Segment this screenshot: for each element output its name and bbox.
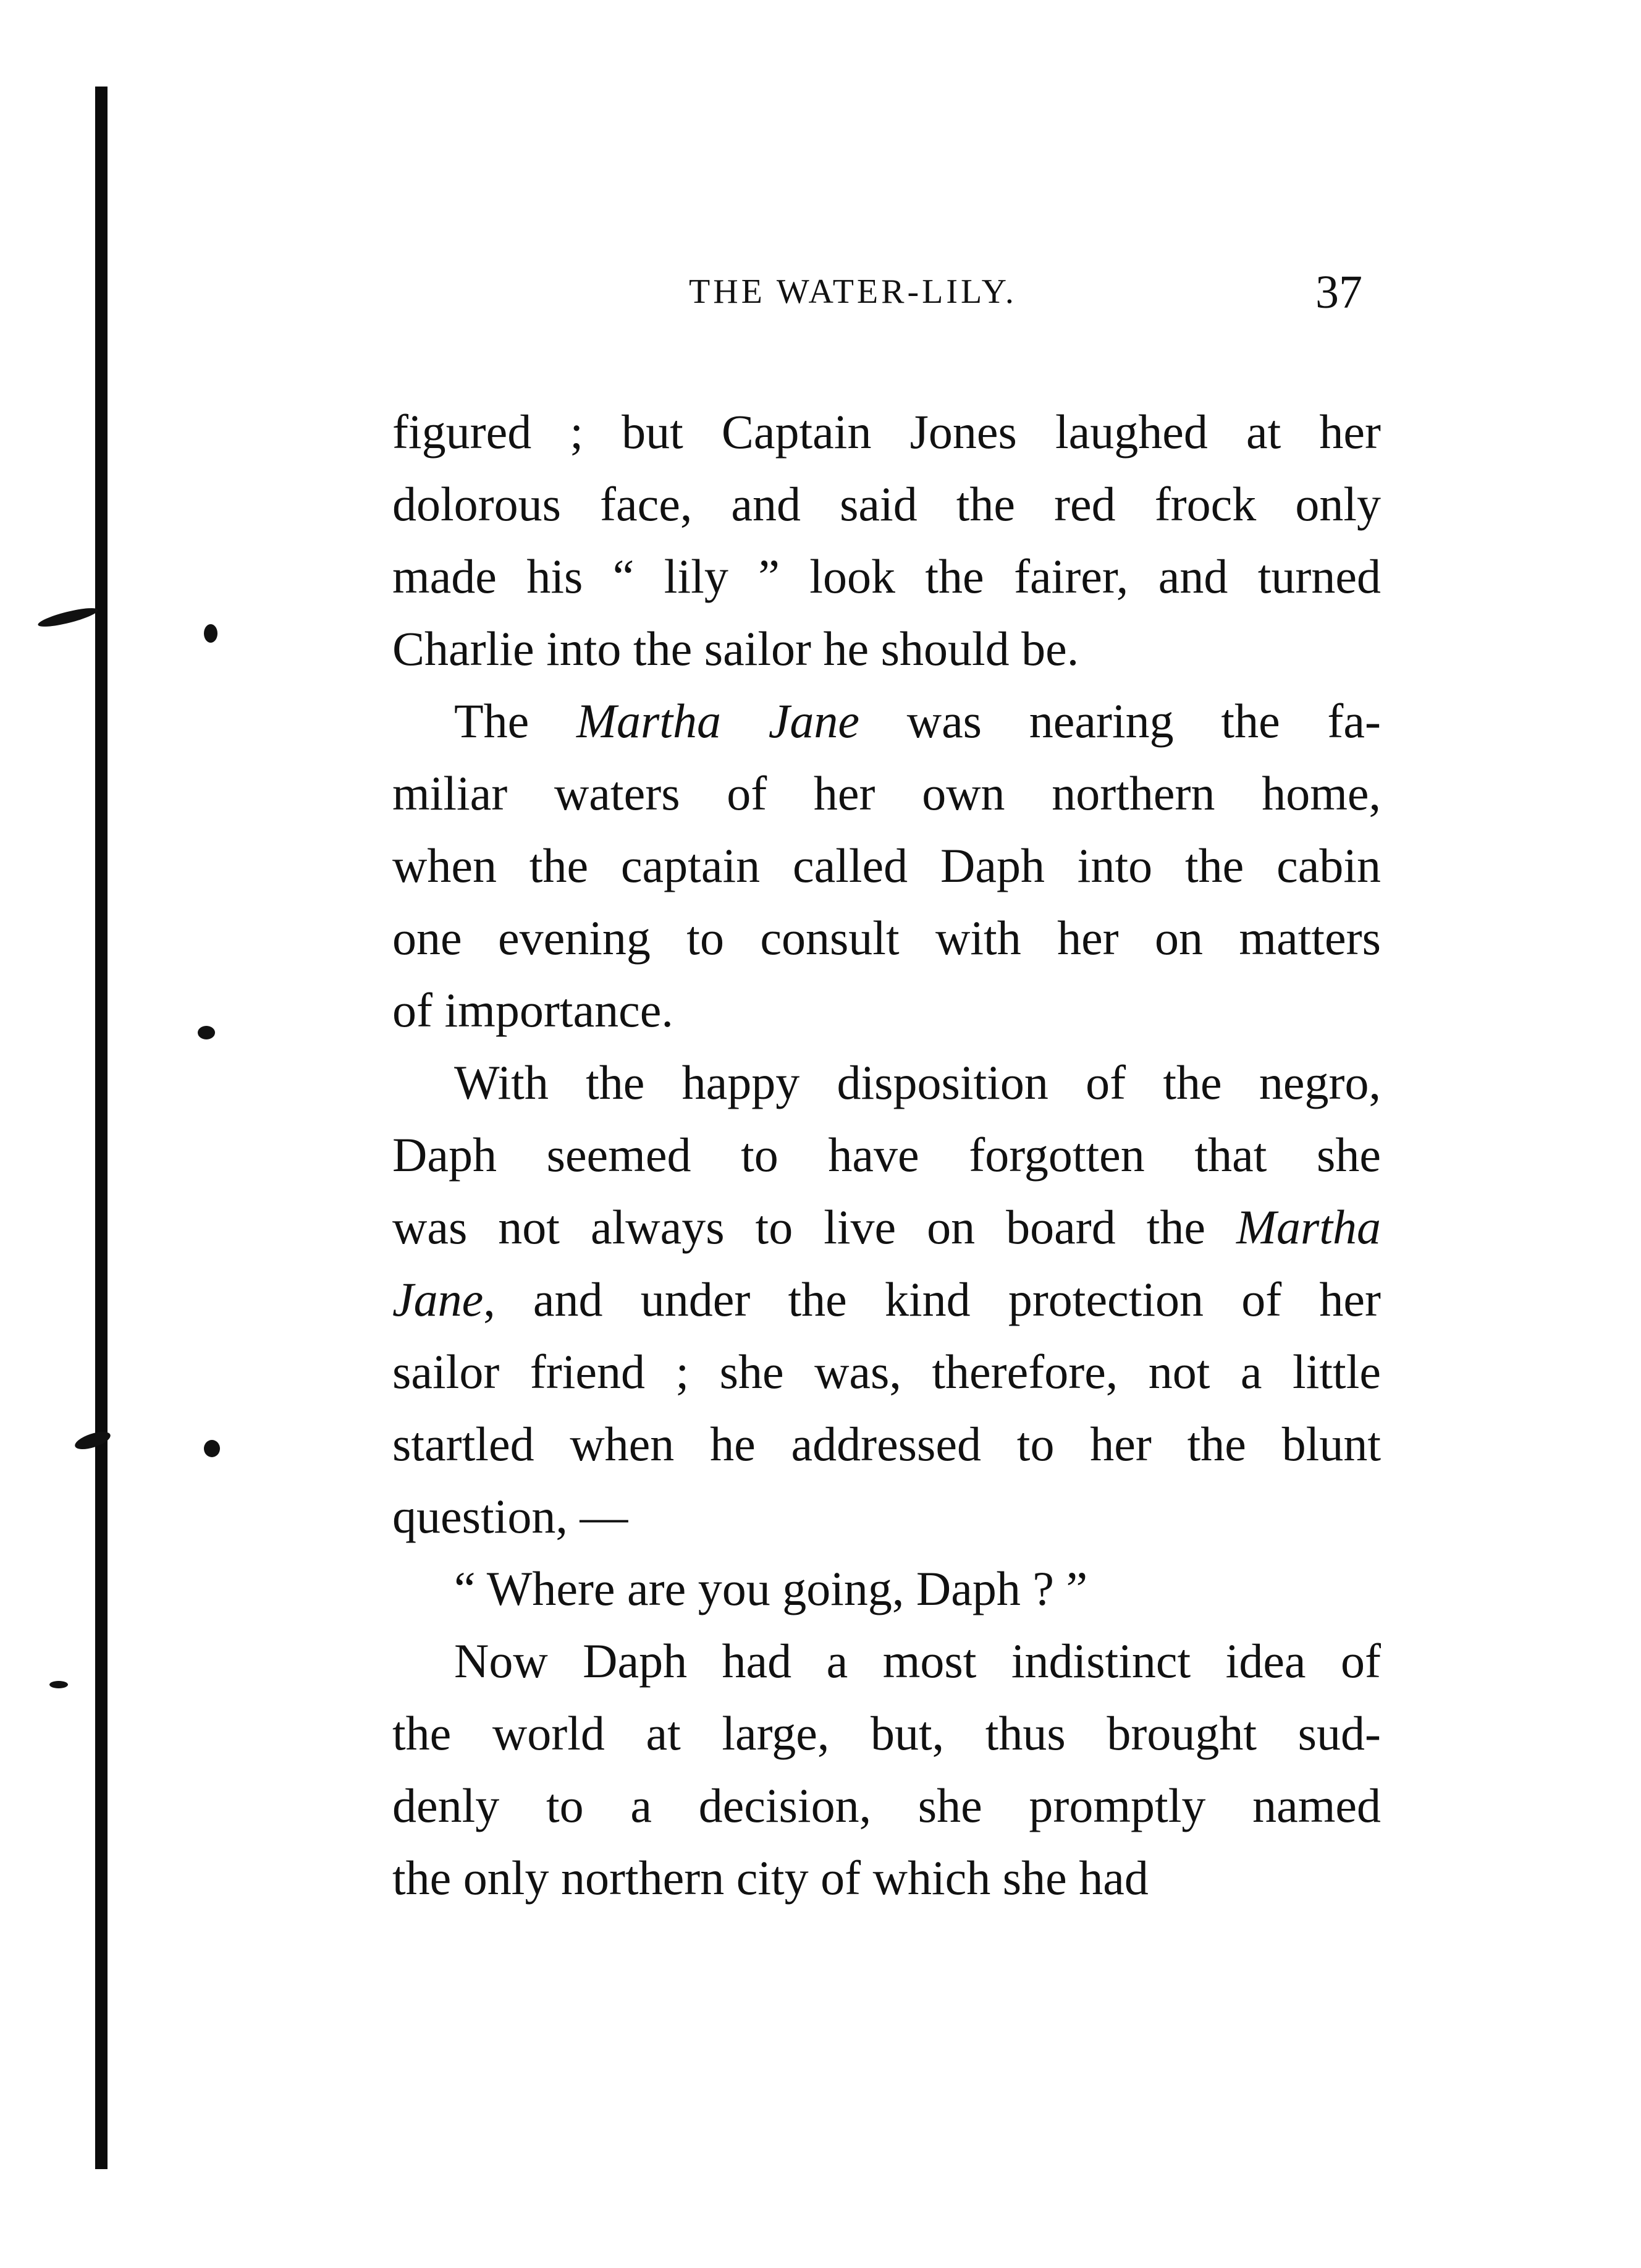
text-line: startled when he addressed to her the blunt	[392, 1417, 1381, 1471]
ink-blot	[36, 604, 99, 630]
text-line: of importance.	[392, 983, 673, 1037]
text-line: dolorous face, and said the red frock only	[392, 477, 1381, 531]
text-line: “ Where are you going, Daph ? ”	[454, 1562, 1088, 1615]
paragraph	[392, 1552, 1381, 1625]
text-line: Now Daph had a most indistinct idea of	[454, 1634, 1381, 1688]
text-line: With the happy disposition of the negro,	[454, 1056, 1381, 1109]
paragraph	[392, 1046, 1381, 1552]
page-number: 37	[1315, 266, 1362, 318]
paragraph	[392, 396, 1381, 685]
binding-notch	[108, 606, 114, 630]
text-line: question, —	[392, 1489, 628, 1543]
ink-blot	[198, 1026, 215, 1039]
text-line: when the captain called Daph into the cabin	[392, 839, 1381, 892]
text-line: the world at large, but, thus brought sud-	[392, 1706, 1381, 1760]
running-title: THE WATER-LILY.	[689, 273, 1017, 311]
text-line: made his “ lily ” look the fairer, and turned	[392, 549, 1381, 603]
ink-blot	[204, 1440, 220, 1457]
italic-title: Martha Jane	[576, 694, 859, 748]
text-line: sailor friend ; she was, therefore, not a little	[392, 1345, 1381, 1398]
text-line: Charlie into the sailor he should be.	[392, 622, 1079, 675]
paragraph	[392, 685, 1381, 1046]
body-text	[392, 396, 1381, 1914]
page-header	[392, 266, 1362, 334]
text-line: Jane, and under the kind protection of her	[392, 1272, 1381, 1326]
ink-blot	[49, 1681, 68, 1688]
text-line: figured ; but Captain Jones laughed at her	[392, 405, 1381, 459]
text-line: denly to a decision, she promptly named	[392, 1779, 1381, 1832]
binding-notch	[108, 1001, 114, 1026]
book-binding-edge	[95, 87, 108, 2169]
text-line: the only northern city of which she had	[392, 1851, 1149, 1905]
text-line: miliar waters of her own northern home,	[392, 766, 1381, 820]
text-line: The Martha Jane was nearing the fa-	[454, 694, 1381, 748]
italic-title: Martha	[1236, 1200, 1381, 1254]
text-line: was not always to live on board the Martha	[392, 1200, 1381, 1254]
ink-blot	[204, 624, 217, 643]
italic-title: Jane	[392, 1272, 484, 1326]
text-line: one evening to consult with her on matters	[392, 911, 1381, 965]
text-line: Daph seemed to have forgotten that she	[392, 1128, 1381, 1182]
paragraph	[392, 1625, 1381, 1914]
